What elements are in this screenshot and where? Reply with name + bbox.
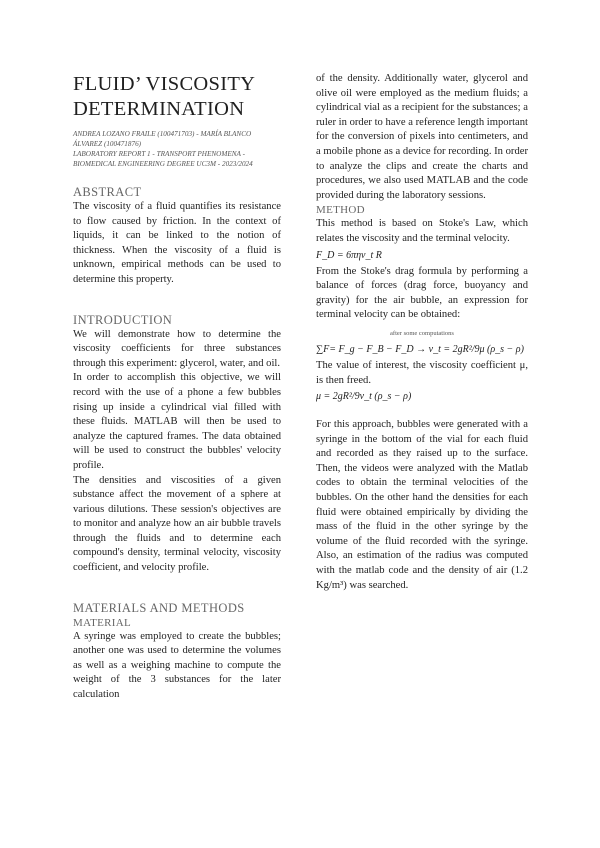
materials-methods-heading: MATERIALS AND METHODS (73, 600, 245, 615)
material-subheading: MATERIAL (73, 616, 132, 629)
page-title: FLUID’ VISCOSITY DETERMINATION (73, 73, 255, 120)
right-column (316, 72, 528, 593)
material-text-left: A syringe was employed to create the bubbles; another one was used to determine the volumes as well as a weighing machine to compute the weight of the 3 substances for the later calculation (73, 630, 281, 701)
author-block (73, 129, 281, 169)
introduction-heading: INTRODUCTION (73, 312, 173, 327)
introduction-paragraph-2: In order to accomplish this objective, we will record with the use of a phone a few bubbles rising up inside a cylindrical vial filled with these fluids. MATLAB will then be used to analyze the captured frames. The data obtained will be used to construct the bubbles' velocity profile. (73, 372, 281, 471)
abstract-heading: ABSTRACT (73, 185, 142, 199)
introduction-paragraph-1: We will demonstrate how to determine the viscosity coefficients for three substances through this experiment: glycerol, water, and oil. (73, 328, 281, 369)
abstract-text: The viscosity of a fluid quantifies its resistance to flow caused by friction. In the context of liquids, it can be linked to the notion of thickness. When the viscosity of a fluid is unknown, empirical methods can be used to determine this property. (73, 201, 281, 285)
authors-line: ANDREA LOZANO FRAILE (100471703) - MARÍA BLANCO ÁLVAREZ (100471876) (73, 130, 252, 148)
material-text-right: of the density. Additionally water, glycerol and olive oil were employed as the medium fluids; a cylindrical vial as a recipient for the substances; a ruler in order to have a reference length important for the conversion of pixels into centimeters, and a mobile phone as a device for recording. In order to analyze the clips and create the charts and procedures, we also used MATLAB and the code provided during the laboratory sessions. (316, 73, 528, 201)
method-subheading: METHOD (316, 204, 365, 217)
method-paragraph-3: The value of interest, the viscosity coefficient μ, is then freed. (316, 359, 528, 386)
computation-note: after some computations (390, 329, 454, 337)
left-column (73, 72, 281, 703)
terminal-velocity-equation: ∑F= F_g − F_B − F_D → v_t = 2gR²/9μ (ρ_s − ρ) (316, 343, 524, 355)
report-line: LABORATORY REPORT 1 - TRANSPORT PHENOMENA - BIOMEDICAL ENGINEERING DEGREE UC3M - 2023/2024 (73, 150, 253, 168)
viscosity-equation: μ = 2gR²/9v_t (ρ_s − ρ) (316, 391, 412, 403)
method-paragraph-4: For this approach, bubbles were generated with a syringe in the bottom of the vial for each fluid and recorded as they raised up to the surface. Then, the videos were analyzed with the Matlab codes to obtain the terminal velocities of the bubbles. On the other hand the densities for each fluid were obtained empirically by dividing the mass of the fluid in the other syringe by the volume of the fluid recorded with the syringe. Also, an estimation of the radius was computed with the matlab code and the density of air (1.2 Kg/m³) was searched. (316, 419, 528, 591)
introduction-paragraph-3: The densities and viscosities of a given substance affect the movement of a sphere at various dilutions. These session's objectives are to monitor and analyze how an air bubble travels through the fluids and to determine each compound's density, terminal velocity, viscosity coefficient, and velocity profile. (73, 474, 281, 574)
method-paragraph-1: This method is based on Stoke's Law, which relates the viscosity and the terminal velocity. (316, 218, 528, 244)
method-paragraph-2: From the Stoke's drag formula by performing a balance of forces (drag force, buoyancy and gravity) for the air bubble, an expression for terminal velocity can be obtained: (316, 265, 528, 321)
stokes-equation: F_D = 6πηv_t R (316, 249, 382, 261)
